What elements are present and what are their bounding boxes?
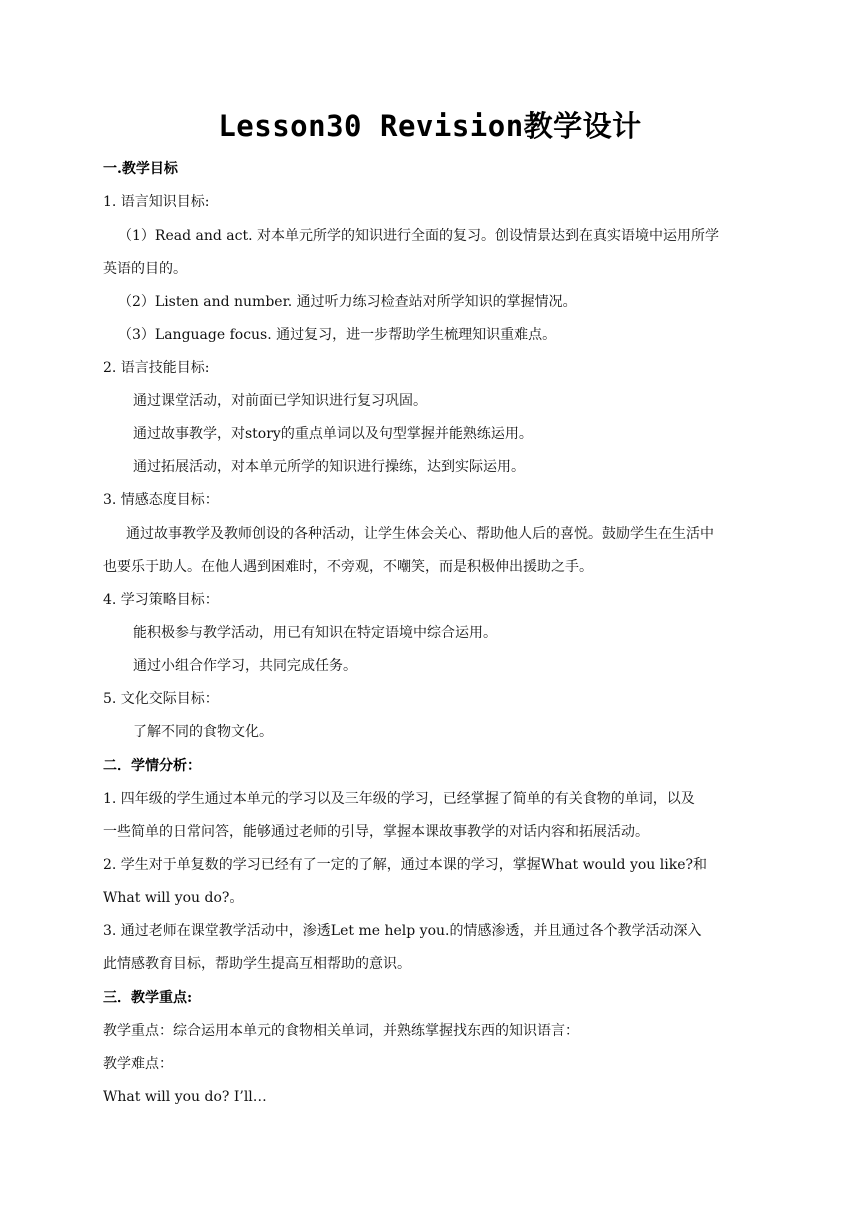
objective-3-heading: 3. 情感态度目标： xyxy=(103,492,219,508)
objective-2-item-3: 通过拓展活动，对本单元所学的知识进行操练，达到实际运用。 xyxy=(133,459,525,475)
objective-4-item-1: 能积极参与教学活动，用已有知识在特定语境中综合运用。 xyxy=(133,625,497,641)
analysis-item-3: 3. 通过老师在课堂教学活动中，渗透Let me help you.的情感渗透，并且通过各个教学活动深入 xyxy=(103,923,702,939)
objective-1-item-3: （3）Language focus. 通过复习，进一步帮助学生梳理知识重难点。 xyxy=(118,327,557,343)
analysis-item-2-cont: What will you do?。 xyxy=(103,890,244,906)
objective-2-item-1: 通过课堂活动，对前面已学知识进行复习巩固。 xyxy=(133,393,427,409)
objective-3-item-1: 通过故事教学及教师创设的各种活动，让学生体会关心、帮助他人后的喜悦。鼓励学生在生活中 xyxy=(126,526,714,542)
section-heading-objectives: 一.教学目标 xyxy=(103,161,178,177)
objective-1-item-1-cont: 英语的目的。 xyxy=(103,261,187,277)
section-heading-key-points: 三．教学重点: xyxy=(103,990,193,1006)
objective-1-item-2: （2）Listen and number. 通过听力练习检查站对所学知识的掌握情况。 xyxy=(118,294,577,310)
document-title: Lesson30 Revision教学设计 xyxy=(218,109,642,143)
key-point-focus: 教学重点：综合运用本单元的食物相关单词，并熟练掌握找东西的知识语言： xyxy=(103,1023,579,1039)
objective-1-item-1: （1）Read and act. 对本单元所学的知识进行全面的复习。创设情景达到在真实语境中运用所学 xyxy=(118,228,719,244)
key-point-difficulty-text: What will you do? I’ll… xyxy=(103,1089,267,1105)
analysis-item-1-cont: 一些简单的日常问答，能够通过老师的引导，掌握本课故事教学的对话内容和拓展活动。 xyxy=(103,824,649,840)
objective-4-heading: 4. 学习策略目标： xyxy=(103,592,219,608)
analysis-item-1: 1. 四年级的学生通过本单元的学习以及三年级的学习，已经掌握了简单的有关食物的单词，以及 xyxy=(103,791,695,807)
objective-5-item-1: 了解不同的食物文化。 xyxy=(133,724,273,740)
analysis-item-3-cont: 此情感教育目标，帮助学生提高互相帮助的意识。 xyxy=(103,956,411,972)
objective-5-heading: 5. 文化交际目标： xyxy=(103,691,219,707)
objective-2-item-2: 通过故事教学，对story的重点单词以及句型掌握并能熟练运用。 xyxy=(133,426,533,442)
objective-3-item-1-cont: 也要乐于助人。在他人遇到困难时，不旁观，不嘲笑，而是积极伸出援助之手。 xyxy=(103,559,593,575)
analysis-item-2: 2. 学生对于单复数的学习已经有了一定的了解，通过本课的学习，掌握What would you like?和 xyxy=(103,857,707,873)
key-point-difficulty-label: 教学难点： xyxy=(103,1056,173,1072)
section-heading-analysis: 二．学情分析： xyxy=(103,758,201,774)
objective-4-item-2: 通过小组合作学习，共同完成任务。 xyxy=(133,658,357,674)
objective-1-heading: 1. 语言知识目标: xyxy=(103,194,210,210)
objective-2-heading: 2. 语言技能目标: xyxy=(103,360,210,376)
